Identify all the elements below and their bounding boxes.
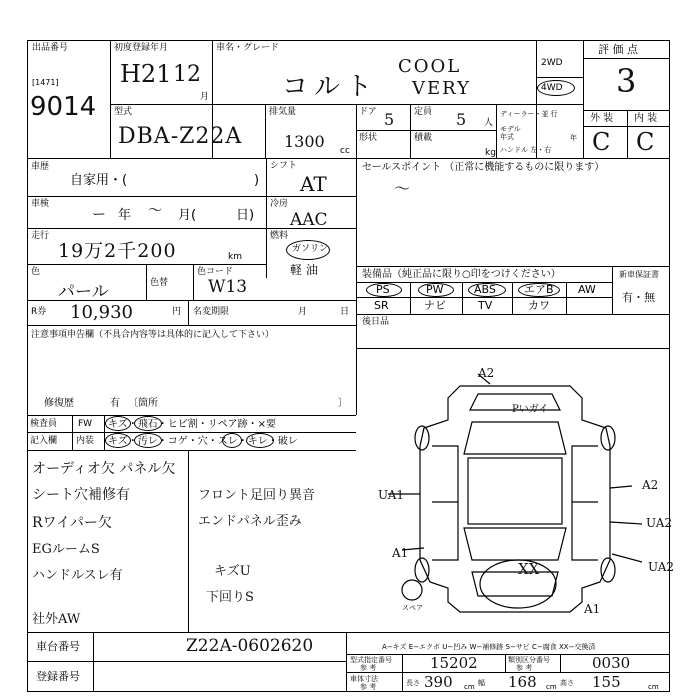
diagram-mark-a2-front: A2 <box>478 366 495 380</box>
check-items: キズ・飛石・ヒビ割・リペア跡・×要 <box>108 419 276 430</box>
title-change-day: 日 <box>340 307 350 317</box>
shift-value: AT <box>300 172 327 196</box>
repair-place: 〔箇所 <box>128 398 158 409</box>
divider <box>536 77 583 78</box>
mileage-unit: km <box>228 252 242 262</box>
divider <box>27 661 346 662</box>
divider <box>72 415 73 450</box>
color-label: 色 <box>31 267 41 277</box>
history-label: 車歴 <box>31 162 50 172</box>
load-label: 積載 <box>414 133 433 143</box>
first-reg-value: H21 <box>120 60 172 88</box>
inspection-dash1: ー <box>92 207 106 223</box>
divider <box>110 40 111 158</box>
doors-value: 5 <box>384 110 395 129</box>
record-dirt-circle <box>134 433 162 448</box>
model-label: 型式 <box>114 107 133 117</box>
capacity-label: 定員 <box>414 107 433 117</box>
displacement-label: 排気量 <box>269 107 297 117</box>
drive-2wd: 2WD <box>541 58 563 68</box>
height-value: 155 <box>592 673 621 691</box>
repair-has: 有 <box>110 398 120 409</box>
equip-abs: ABS <box>474 283 496 296</box>
inspection-label: 車検 <box>31 199 50 209</box>
divider <box>265 104 266 158</box>
divider <box>27 158 670 159</box>
capacity-value: 5 <box>456 110 467 129</box>
height-unit: cm <box>648 683 659 691</box>
shape-label: 形状 <box>359 133 378 143</box>
divider <box>356 158 357 348</box>
divider <box>193 264 194 300</box>
category-sub: 参 考 <box>516 664 533 672</box>
inspection-month: 月( <box>178 208 197 223</box>
diagram-mark-ua2-rear: UA2 <box>648 560 675 574</box>
length-unit: cm <box>464 683 475 691</box>
record-label: 記入欄 <box>30 436 58 446</box>
divider <box>27 325 356 326</box>
divider <box>410 282 411 314</box>
score-label: 評 価 点 <box>598 43 638 56</box>
divider <box>146 264 147 300</box>
divider <box>356 104 357 158</box>
doors-label: ドア <box>359 107 377 117</box>
equip-sr: SR <box>374 299 389 312</box>
divider <box>188 300 189 325</box>
color-swap-label: 色替 <box>150 278 169 288</box>
car-left-doors <box>432 446 458 560</box>
history-close: ) <box>254 173 260 188</box>
width-unit: cm <box>546 683 557 691</box>
model-value: DBA-Z22A <box>118 124 243 149</box>
diagram-mark-a2-right: A2 <box>642 478 659 492</box>
wheel-rear-right <box>601 558 615 582</box>
record-interior: 内装 <box>76 436 95 446</box>
divider <box>536 40 537 158</box>
diagram-mark-a1-left: A1 <box>392 546 409 560</box>
spare-label: スペア <box>402 604 423 612</box>
length-value: 390 <box>424 673 453 691</box>
divider <box>356 266 670 267</box>
reg-label: 登録番号 <box>36 670 80 683</box>
divider <box>27 415 356 416</box>
capacity-unit: 人 <box>484 118 494 128</box>
drive-4wd: 4WD <box>541 83 563 93</box>
divider <box>512 282 513 314</box>
diagram-mark-a1-rear: A1 <box>584 602 601 616</box>
first-reg-month: 12 <box>173 62 201 87</box>
displacement-value: 1300 <box>284 132 325 151</box>
shift-label: シフト <box>270 161 298 171</box>
equip-leather: カワ <box>528 299 550 312</box>
divider <box>496 104 497 158</box>
divider <box>505 654 506 672</box>
interior-value: C <box>636 128 655 156</box>
car-trunk <box>472 572 558 596</box>
lot-number: 9014 <box>30 92 97 122</box>
width-value: 168 <box>508 673 537 691</box>
check-fw: FW <box>78 419 93 429</box>
title-change-month: 月 <box>298 307 308 317</box>
recycle-unit: 円 <box>172 307 182 317</box>
car-name-label: 車名・グレード <box>216 43 280 53</box>
sales-points-value: 〜 <box>394 179 411 198</box>
equip-ps: PS <box>376 283 390 296</box>
equip-navi: ナビ <box>424 299 446 312</box>
inspection-day: 日) <box>236 208 255 223</box>
new-car-warranty-label: 新車保証書 <box>619 270 659 279</box>
check-chip-circle <box>134 416 162 431</box>
divider <box>612 266 613 314</box>
lot-label: 出品番号 <box>32 43 69 53</box>
exterior-label: 外 装 <box>590 113 614 124</box>
note-left-3: Rワイパー欠 <box>32 515 112 531</box>
divider <box>402 654 403 692</box>
equip-pw: PW <box>426 283 444 296</box>
record-items: キズ・汚レ・コゲ・穴・スレ・キレ・破レ <box>108 436 298 447</box>
divider <box>110 104 583 105</box>
divider <box>356 314 670 315</box>
new-car-warranty-value: 有・無 <box>622 291 655 304</box>
note-left-4: EGルームS <box>32 542 100 557</box>
category-value: 0030 <box>592 654 631 672</box>
divider <box>27 450 356 451</box>
record-rub-circle <box>246 433 274 448</box>
car-roof <box>468 458 562 524</box>
chassis-label: 車台番号 <box>36 640 80 653</box>
divider <box>356 325 357 415</box>
mileage-value: 19万2千200 <box>58 240 177 262</box>
divider <box>410 104 411 158</box>
divider <box>27 632 670 633</box>
history-value: 自家用・( <box>70 173 128 188</box>
model-year-unit: 年 <box>570 134 577 142</box>
divider <box>266 158 267 278</box>
note-left-5: ハンドルスレ有 <box>32 568 123 583</box>
repair-close: 〕 <box>338 398 348 409</box>
interior-label: 内 装 <box>634 113 658 124</box>
fuel-label: 燃料 <box>270 231 289 241</box>
fuel-diesel: 軽 油 <box>290 263 318 277</box>
equip-aw: AW <box>578 283 596 296</box>
spare-tire <box>402 580 422 600</box>
divider <box>356 297 612 298</box>
first-reg-label: 初度登録年月 <box>114 43 169 53</box>
divider <box>560 654 561 672</box>
diagram-mark-ua1: UA1 <box>378 488 405 502</box>
dims-label: 車体寸法 <box>350 675 378 683</box>
note-right-4: 下回りS <box>206 590 254 605</box>
note-right-3: キズU <box>214 564 251 579</box>
divider <box>627 110 628 158</box>
lot-small: [1471] <box>32 78 59 87</box>
record-scratch-circle <box>105 433 131 448</box>
recycle-label: R券 <box>31 307 47 317</box>
title-change-label: 名変期限 <box>193 307 230 317</box>
cooling-label: 冷房 <box>270 199 289 209</box>
equipment-label: 装備品（純正品に限り○印をつけください） <box>362 269 561 280</box>
dims-sub: 参 考 <box>360 683 377 691</box>
score-value: 3 <box>616 62 637 100</box>
car-windshield <box>464 422 566 454</box>
note-left-1: オーディオ欠 パネル欠 <box>32 461 176 477</box>
color-value: パール <box>58 282 109 302</box>
note-right-1: フロント足回り異音 <box>198 488 316 503</box>
note-right-2: エンドパネル歪み <box>198 514 302 529</box>
inspection-dash2: 〜 <box>148 203 162 219</box>
chassis-value: Z22A-0602620 <box>186 636 314 656</box>
after-fit-label: 後日品 <box>362 317 390 327</box>
sales-points-label: セールスポイント （正常に機能するものに限ります） <box>362 162 605 173</box>
equip-tv: TV <box>478 299 493 312</box>
grade-line2: VERY <box>412 78 472 99</box>
divider <box>93 632 94 692</box>
handle-label: ハンドル 左・右 <box>500 146 552 154</box>
car-right-doors <box>572 446 598 560</box>
notes-label: 注意事項申告欄（不具合内容等は具体的に記入して下さい） <box>31 330 275 340</box>
color-code-label: 色コード <box>197 267 234 277</box>
car-name: コルト <box>282 72 379 102</box>
length-label: 長さ <box>406 679 420 687</box>
type-approval-label: 型式指定番号 <box>350 656 392 664</box>
divider <box>27 432 356 433</box>
diagram-mark-xx: XX <box>518 560 540 578</box>
note-left-6: 社外AW <box>32 612 81 627</box>
model-year-label: モデル年式 <box>500 125 521 141</box>
car-diagram <box>360 350 673 630</box>
type-approval-sub: 参 考 <box>360 664 377 672</box>
color-code-value: W13 <box>208 277 248 297</box>
mileage-label: 走行 <box>31 231 50 241</box>
legend: A−キズ E−エクボ U−凹み W−補修跡 S−サビ C−腐食 XX−交換済 <box>382 643 596 651</box>
grade-line1: COOL <box>398 56 462 77</box>
divider <box>27 196 356 197</box>
divider <box>566 282 567 314</box>
divider <box>583 110 670 111</box>
diagram-mark-ua2-right: UA2 <box>646 516 673 530</box>
divider <box>188 450 189 632</box>
dealer-label: ディーラー・並 行 <box>500 110 558 118</box>
first-reg-unit: 月 <box>200 92 210 102</box>
inspection-year: 年 <box>118 208 132 223</box>
recycle-value: 10,930 <box>70 302 133 323</box>
height-label: 高さ <box>560 679 574 687</box>
car-rear-window <box>464 528 566 560</box>
check-label: 検査員 <box>30 419 58 429</box>
check-scratch-circle <box>105 416 131 431</box>
width-label: 幅 <box>478 679 485 687</box>
cooling-value: AAC <box>290 210 328 230</box>
diagram-mark-front-grille: Pいガイ <box>512 404 549 415</box>
record-hole-circle <box>222 433 242 448</box>
divider <box>356 348 670 349</box>
divider <box>583 58 670 59</box>
displacement-unit: cc <box>340 146 350 156</box>
category-label: 類別区分番号 <box>508 656 550 664</box>
divider <box>462 282 463 314</box>
wheel-rear-left <box>415 558 429 582</box>
equip-airbag: エアB <box>524 283 554 296</box>
repair-label: 修復歴 <box>44 398 74 409</box>
car-body-outline <box>420 386 610 612</box>
note-left-2: シート穴補修有 <box>32 487 130 503</box>
divider <box>583 126 670 127</box>
exterior-value: C <box>592 128 611 156</box>
fuel-gas: ガソリン <box>292 244 329 254</box>
load-unit: kg <box>485 148 496 158</box>
divider <box>356 130 496 131</box>
divider <box>346 632 347 692</box>
type-approval-value: 15202 <box>430 654 478 672</box>
